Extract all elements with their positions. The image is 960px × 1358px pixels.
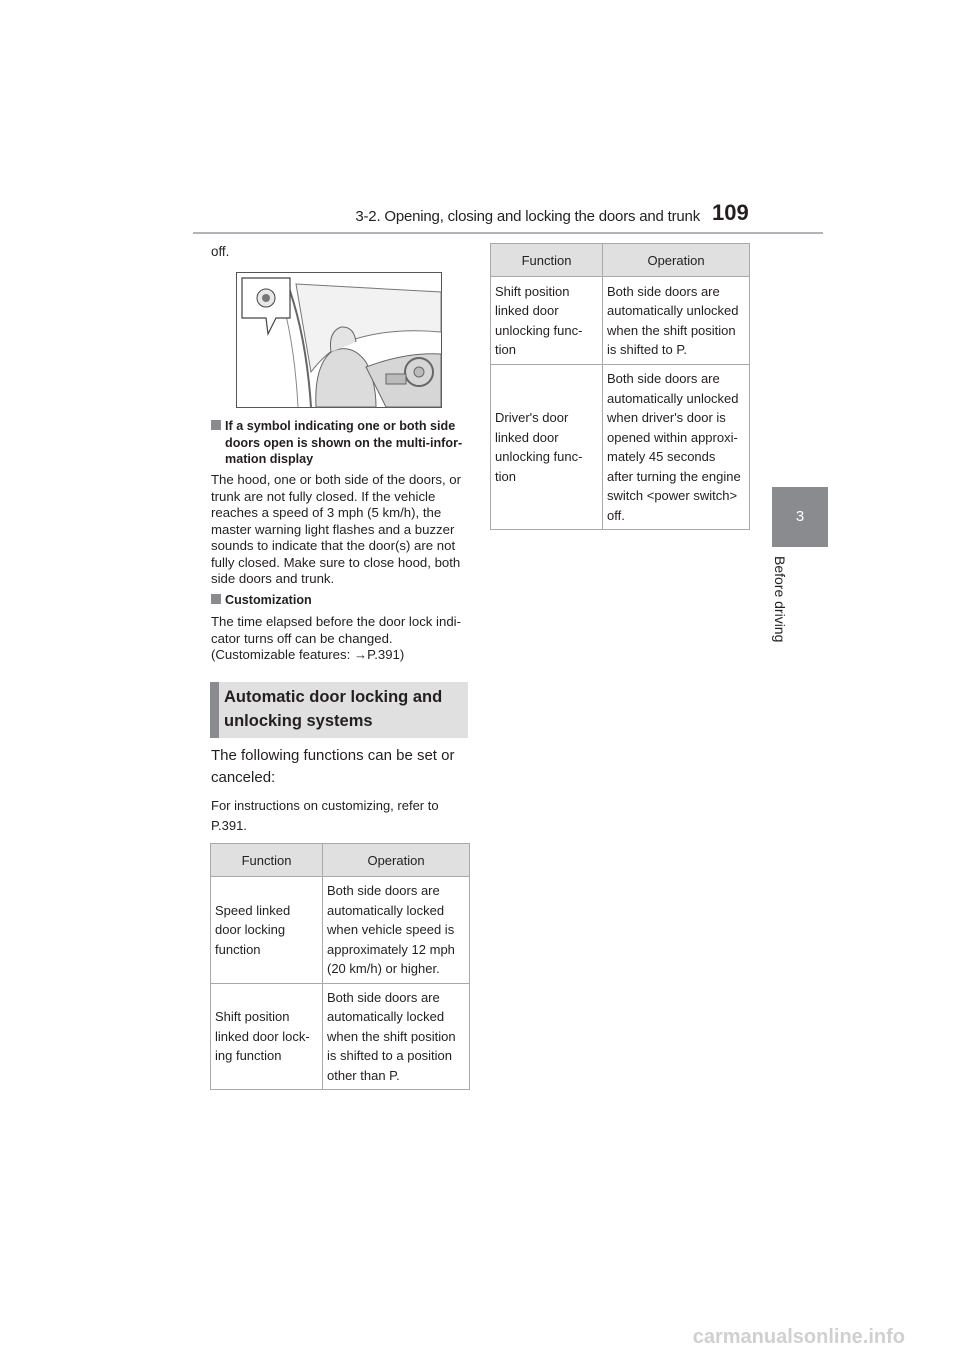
section-header-title: 3-2. Opening, closing and locking the doors and trunk — [355, 208, 700, 225]
door-open-paragraph: The hood, one or both side of the doors, or trunk are not fully closed. If the vehicle reaches a speed of 3 mph (5 km/h), the master warning light flashes and a buzzer sounds to indicate that the door(s) are not fully closed. Make sure to close hood, both side doors and trunk. — [211, 472, 461, 586]
intro-text: The following functions can be set or canceled: — [211, 747, 455, 786]
section-accent — [210, 682, 219, 738]
column-header-operation: Operation — [323, 844, 470, 877]
chapter-label: Before driving — [772, 556, 788, 643]
watermark-text: carmanualsonline.info — [692, 1326, 905, 1348]
operation-cell: Both side doors are automatically locked when vehicle speed is approximately 12 mph (20 km/h) or higher. — [323, 877, 470, 984]
function-cell: Shift position linked door unlocking func- tion — [491, 277, 603, 365]
continued-text: off. — [211, 244, 230, 259]
function-cell: Speed linked door locking function — [211, 877, 323, 984]
watermark — [0, 1326, 960, 1358]
subheading-customization: Customization — [211, 592, 469, 609]
column-header-function: Function — [491, 244, 603, 277]
unlocking-functions-table — [490, 243, 750, 530]
page-number: 109 — [712, 200, 749, 225]
table-header-row — [211, 844, 470, 877]
table-row — [211, 983, 470, 1090]
customization-paragraph: The time elapsed before the door lock indi-cator turns off can be changed. (Customizable features: →P.391) — [211, 614, 461, 662]
function-cell: Shift position linked door lock- ing function — [211, 983, 323, 1090]
table-row — [491, 365, 750, 530]
column-header-operation: Operation — [603, 244, 750, 277]
table-row — [491, 277, 750, 365]
square-bullet-icon — [211, 420, 221, 430]
function-cell: Driver's door linked door unlocking func- tion — [491, 365, 603, 530]
operation-cell: Both side doors are automatically unlocked when driver's door is opened within approxi- mately 45 seconds after turning the engine switch <power switch> off. — [603, 365, 750, 530]
table-header-row — [491, 244, 750, 277]
square-bullet-icon — [211, 594, 221, 604]
subheading-door-open-symbol: If a symbol indicating one or both side doors open is shown on the multi-infor-mation display — [211, 418, 483, 468]
header-divider — [193, 232, 823, 234]
chapter-number: 3 — [795, 508, 805, 525]
section-heading-bar — [210, 682, 468, 738]
section-heading: Automatic door locking and unlocking systems — [224, 688, 443, 730]
customizing-note: For instructions on customizing, refer to P.391. — [211, 798, 439, 833]
chapter-tab — [772, 487, 828, 547]
door-lock-indicator-illustration — [236, 272, 442, 408]
operation-cell: Both side doors are automatically unlocked when the shift position is shifted to P. — [603, 277, 750, 365]
column-header-function: Function — [211, 844, 323, 877]
locking-functions-table — [210, 843, 470, 1090]
table-row — [211, 877, 470, 984]
operation-cell: Both side doors are automatically locked when the shift position is shifted to a position other than P. — [323, 983, 470, 1090]
